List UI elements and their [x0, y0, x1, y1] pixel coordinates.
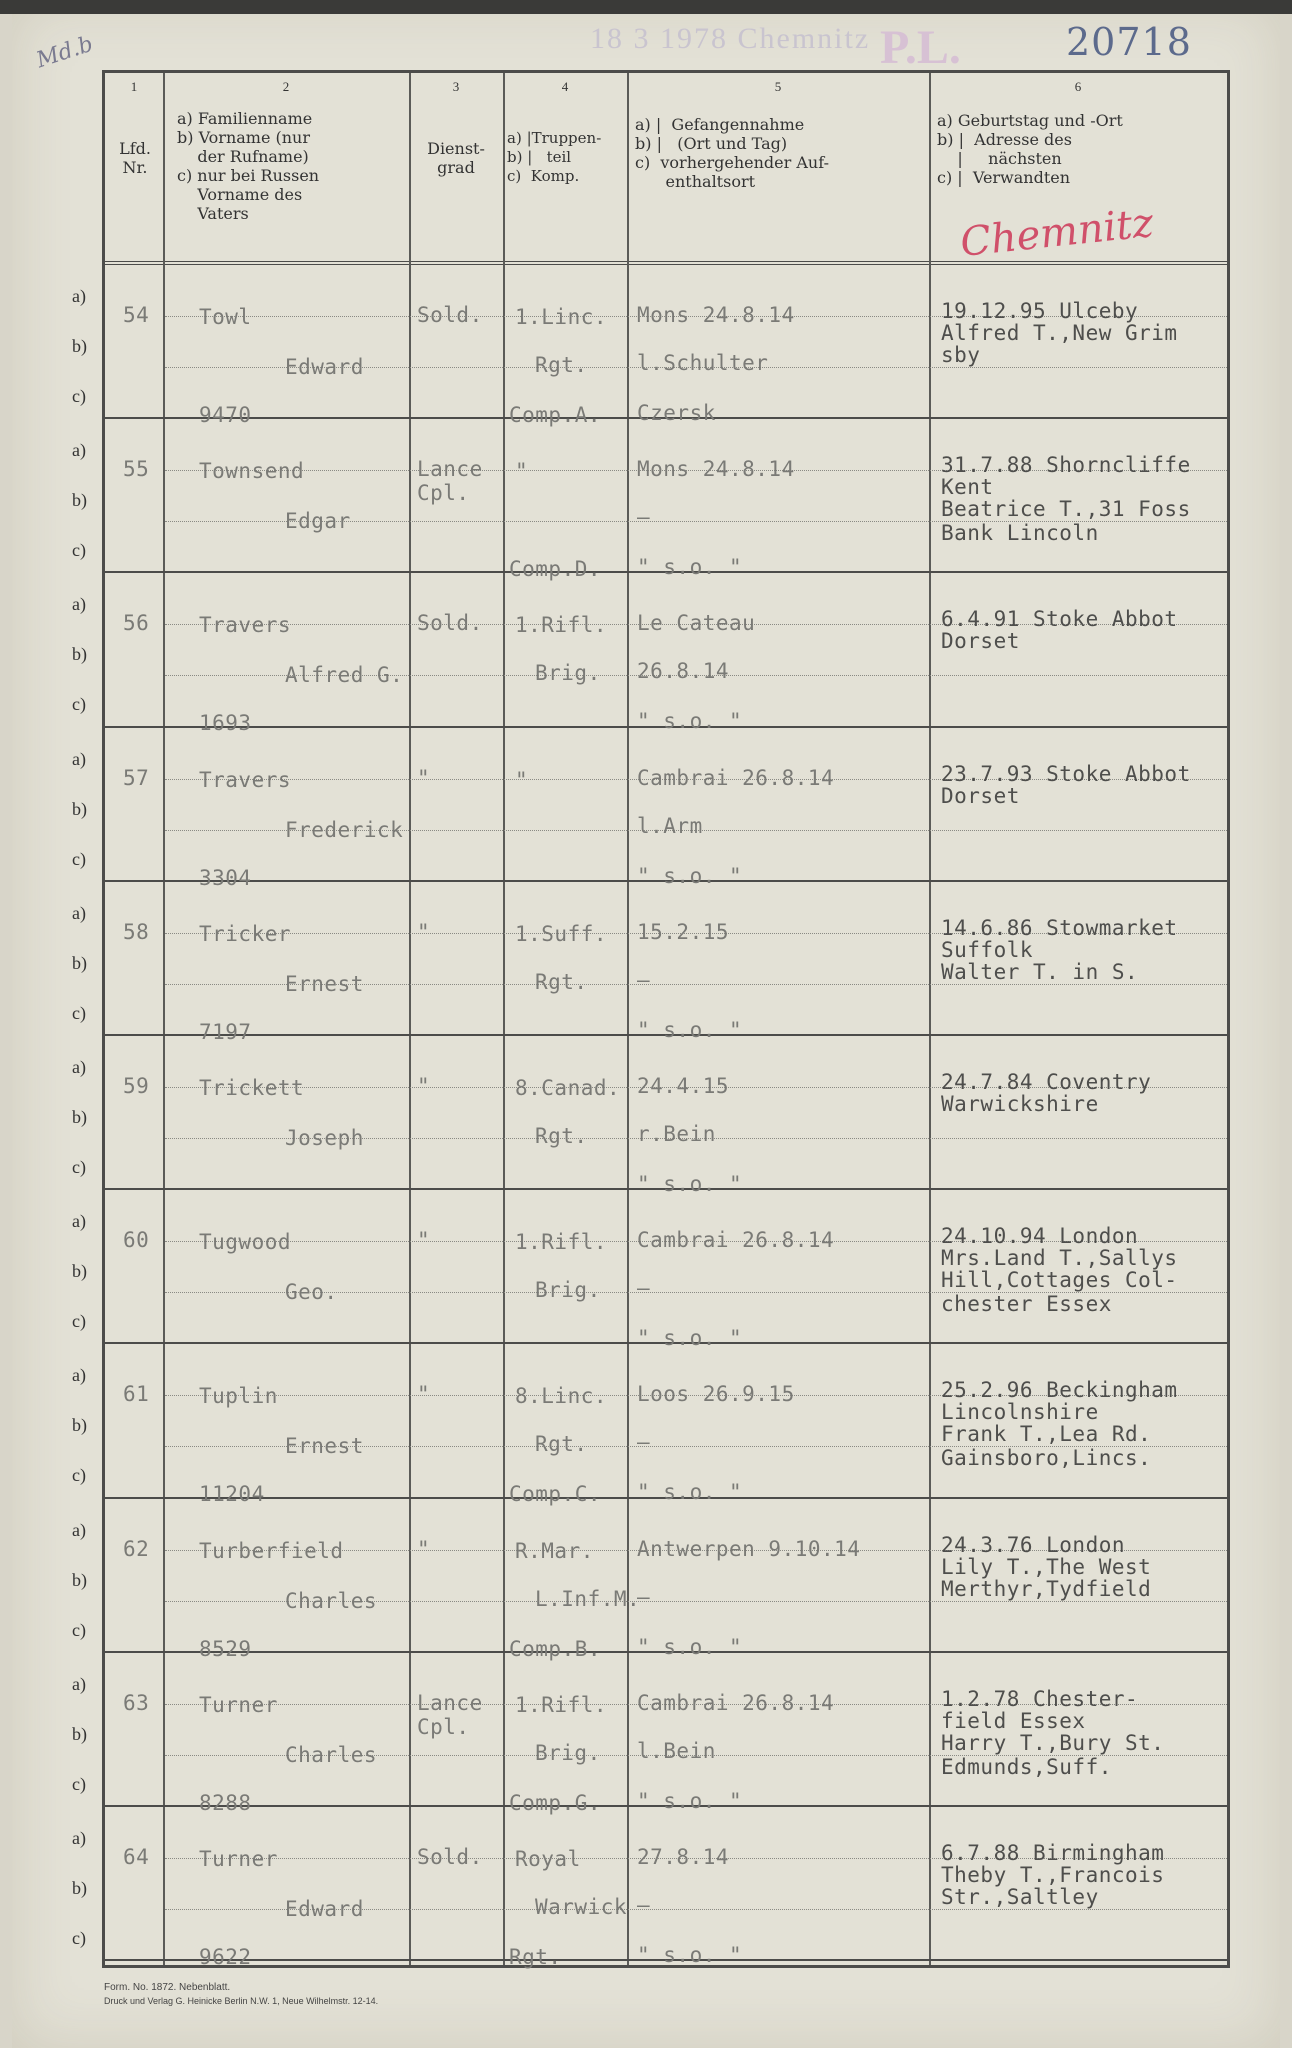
row-marker-a: a) [72, 748, 86, 769]
cell-c2: 9622 [199, 1945, 252, 1969]
cell-nr: 60 [123, 1228, 150, 1253]
row-marker-c: c) [72, 694, 86, 715]
table-row [105, 882, 1227, 1044]
row-marker-a: a) [72, 1211, 86, 1232]
row-marker-b: b) [72, 1107, 87, 1127]
table-row [105, 1807, 1227, 1969]
cell-c2: 1693 [199, 711, 252, 736]
row-marker-b: b) [72, 952, 87, 973]
cell-g1: Cambrai 26.8.14 [637, 1690, 835, 1715]
row-marker-a: a) [72, 1519, 86, 1540]
row-marker-b: b) [72, 1415, 87, 1436]
cell-g1: Le Cateau [637, 611, 756, 636]
cell-name: Turner [199, 1847, 278, 1871]
row-marker-c: c) [72, 1773, 86, 1794]
cell-g2: l.Arm [637, 813, 703, 838]
col-number-4: 4 [561, 79, 569, 94]
document-number: 20718 [1066, 20, 1192, 64]
cell-t3: Comp.C. [509, 1482, 602, 1507]
cell-vorname: Charles [285, 1742, 378, 1767]
cell-t2: Warwick [535, 1895, 628, 1919]
cell-t1: Royal [515, 1847, 581, 1871]
cell-g3: " s.o. " [637, 1634, 743, 1659]
row-marker-c: c) [72, 1465, 86, 1486]
cell-nr: 59 [123, 1074, 150, 1098]
cell-b2: Dorset [941, 783, 1020, 808]
cell-g3: " s.o. " [637, 1172, 743, 1196]
faint-date-stamp: 18 3 1978 Chemnitz [590, 22, 871, 55]
cell-name: Trickett [199, 1076, 305, 1100]
row-marker-b: b) [72, 1569, 87, 1590]
cell-t2: Rgt. [535, 353, 588, 377]
cell-t1: 8.Linc. [515, 1384, 608, 1409]
cell-b3: Hill,Cottages Col- chester Essex [941, 1268, 1178, 1317]
cell-grad: " [417, 1074, 431, 1098]
cell-vorname: Edward [285, 355, 364, 379]
row-marker-a: a) [72, 1365, 86, 1386]
cell-g1: 15.2.15 [637, 919, 730, 944]
cell-b2: field Essex [941, 1708, 1086, 1733]
cell-t1: R.Mar. [515, 1538, 594, 1563]
cell-vorname: Geo. [285, 1280, 338, 1305]
cell-g1: Mons 24.8.14 [637, 303, 795, 327]
cell-grad: Lance Cpl. [417, 1690, 483, 1739]
cell-g1: 24.4.15 [637, 1074, 730, 1098]
cell-vorname: Edward [285, 1897, 364, 1921]
cell-vorname: Ernest [285, 971, 364, 996]
cell-t1: 1.Rifl. [515, 1230, 608, 1255]
cell-grad: Sold. [417, 303, 483, 327]
cell-b1: 24.10.94 London [941, 1224, 1139, 1249]
form-number: Form. No. 1872. Nebenblatt. [104, 1982, 231, 1993]
cell-g1: Cambrai 26.8.14 [637, 765, 835, 790]
cell-g2: 26.8.14 [637, 659, 730, 684]
row-marker-a: a) [72, 1057, 86, 1077]
row-marker-a: a) [72, 286, 86, 306]
cell-t3: Comp.D. [509, 557, 602, 582]
cell-grad: " [417, 765, 431, 790]
row-marker-c: c) [72, 848, 86, 869]
table-row [105, 1499, 1227, 1661]
row-marker-b: b) [72, 1261, 87, 1282]
header-dienstgrad: Dienst- grad [427, 139, 485, 177]
cell-nr: 55 [123, 457, 150, 482]
cell-c2: 9470 [199, 403, 252, 427]
table-row [105, 1036, 1227, 1196]
cell-g2: – [637, 1430, 651, 1455]
cell-g2: – [637, 1893, 651, 1917]
header-lfd-nr: Lfd. Nr. [119, 139, 151, 177]
cell-c2: 11204 [199, 1482, 265, 1507]
cell-g1: Loos 26.9.15 [637, 1382, 795, 1407]
row-marker-c: c) [72, 1311, 86, 1332]
cell-g3: " s.o. " [637, 1788, 743, 1813]
cell-name: Townsend [199, 459, 305, 484]
col-number-1: 1 [130, 79, 138, 94]
table-row [105, 1190, 1227, 1351]
cell-c2: 8288 [199, 1790, 252, 1815]
cell-grad: Lance Cpl. [417, 457, 483, 506]
cell-name: Travers [199, 767, 292, 792]
row-marker-c: c) [72, 1002, 86, 1023]
cell-t2: Rgt. [535, 969, 588, 994]
cell-name: Tuplin [199, 1384, 278, 1409]
cell-b1: 19.12.95 Ulceby [941, 299, 1139, 323]
row-marker-a: a) [72, 594, 86, 615]
cell-name: Turberfield [199, 1538, 344, 1563]
cell-t3: Comp.B. [509, 1636, 602, 1661]
cell-g2: – [637, 1276, 651, 1301]
cell-t3: Comp.A. [509, 403, 602, 427]
table-row [105, 265, 1227, 427]
cell-nr: 56 [123, 611, 150, 636]
cell-vorname: Joseph [285, 1126, 364, 1150]
cell-g3: " s.o. " [637, 1943, 743, 1967]
cell-b1: 31.7.88 Shorncliffe [941, 453, 1191, 478]
cell-g2: – [637, 505, 651, 530]
col-number-2: 2 [282, 79, 290, 94]
cell-nr: 58 [123, 919, 150, 944]
cell-b2: Lily T.,The West [941, 1554, 1152, 1579]
cell-name: Tugwood [199, 1230, 292, 1255]
header-gefangennahme: a) | Gefangennahme b) | (Ort und Tag) c) vorhergehender Auf- enthaltsort [635, 115, 829, 191]
cell-t1: " [515, 459, 529, 484]
col-number-5: 5 [774, 79, 782, 94]
cell-b2: Lincolnshire [941, 1400, 1099, 1425]
cell-b3: sby [941, 343, 981, 367]
cell-b3: Merthyr,Tydfield [941, 1576, 1152, 1601]
row-marker-b: b) [72, 336, 87, 356]
row-marker-a: a) [72, 440, 86, 461]
cell-b2: Warwickshire [941, 1092, 1099, 1116]
cell-g3: " s.o. " [637, 555, 743, 580]
cell-t2: Brig. [535, 661, 601, 686]
cell-g3: " s.o. " [637, 709, 743, 734]
cell-nr: 57 [123, 765, 150, 790]
cell-vorname: Alfred G. [285, 663, 404, 688]
row-marker-c: c) [72, 540, 86, 561]
cell-b1: 24.7.84 Coventry [941, 1070, 1152, 1094]
col-number-6: 6 [1074, 79, 1082, 94]
cell-g2: – [637, 967, 651, 992]
cell-g1: Antwerpen 9.10.14 [637, 1536, 861, 1561]
cell-t2: Rgt. [535, 1432, 588, 1457]
cell-b1: 25.2.96 Beckingham [941, 1378, 1178, 1403]
cell-b1: 6.4.91 Stoke Abbot [941, 607, 1178, 632]
cell-b1: 1.2.78 Chester- [941, 1686, 1139, 1711]
scanner-edge [0, 0, 1292, 14]
cell-grad: " [417, 1228, 431, 1253]
cell-g1: Cambrai 26.8.14 [637, 1228, 835, 1253]
row-marker-b: b) [72, 1878, 87, 1898]
cell-b3: Beatrice T.,31 Foss Bank Lincoln [941, 497, 1191, 546]
cell-b3: Frank T.,Lea Rd. Gainsboro,Lincs. [941, 1422, 1152, 1471]
row-marker-c: c) [72, 1619, 86, 1640]
cell-t1: 1.Linc. [515, 305, 608, 329]
cell-t2: Brig. [535, 1278, 601, 1303]
table-row [105, 1653, 1227, 1815]
cell-grad: " [417, 919, 431, 944]
cell-grad: Sold. [417, 611, 483, 636]
cell-nr: 63 [123, 1690, 150, 1715]
table-row [105, 419, 1227, 582]
cell-vorname: Charles [285, 1588, 378, 1613]
cell-b1: 23.7.93 Stoke Abbot [941, 761, 1191, 786]
row-marker-b: b) [72, 798, 87, 819]
cell-g1: 27.8.14 [637, 1845, 730, 1869]
pl-stamp: P.L. [880, 21, 961, 74]
row-marker-c: c) [72, 386, 86, 406]
cell-g1: Mons 24.8.14 [637, 457, 795, 482]
cell-c2: 7197 [199, 1019, 252, 1044]
cell-vorname: Ernest [285, 1434, 364, 1459]
cell-t2: Rgt. [535, 1124, 588, 1148]
cell-c2: 3304 [199, 865, 252, 890]
cell-b3: Harry T.,Bury St. Edmunds,Suff. [941, 1730, 1165, 1779]
chemnitz-red-stamp: Chemnitz [958, 200, 1156, 266]
row-marker-b: b) [72, 1723, 87, 1744]
row-marker-a: a) [72, 902, 86, 923]
cell-t1: 1.Suff. [515, 921, 608, 946]
cell-grad: " [417, 1382, 431, 1407]
cell-b2: Dorset [941, 629, 1020, 654]
cell-name: Travers [199, 613, 292, 638]
table-row [105, 1344, 1227, 1507]
cell-vorname: Frederick [285, 817, 404, 842]
cell-g3: Czersk [637, 401, 716, 425]
prisoner-register-table [102, 70, 1230, 1968]
cell-b1: 14.6.86 Stowmarket [941, 915, 1178, 940]
cell-g3: " s.o. " [637, 1017, 743, 1042]
cell-vorname: Edgar [285, 509, 351, 534]
cell-nr: 54 [123, 303, 150, 327]
pencil-annotation: Md.b [33, 31, 97, 74]
header-truppenteil: a) |Truppen- b) | teil c) Komp. [507, 129, 602, 185]
cell-g2: l.Schulter [637, 351, 769, 375]
cell-b1: 24.3.76 London [941, 1532, 1126, 1557]
cell-t1: " [515, 767, 529, 792]
cell-nr: 62 [123, 1536, 150, 1561]
cell-nr: 61 [123, 1382, 150, 1407]
cell-g2: r.Bein [637, 1122, 716, 1146]
cell-g2: l.Bein [637, 1738, 716, 1763]
row-marker-a: a) [72, 1828, 86, 1848]
cell-g2: – [637, 1584, 651, 1609]
row-marker-a: a) [72, 1673, 86, 1694]
cell-g3: " s.o. " [637, 1326, 743, 1351]
cell-b3: Str.,Saltley [941, 1885, 1099, 1909]
cell-grad: " [417, 1536, 431, 1561]
cell-name: Towl [199, 305, 252, 329]
table-row [105, 728, 1227, 890]
table-row [105, 573, 1227, 736]
cell-t2: Brig. [535, 1740, 601, 1765]
cell-nr: 64 [123, 1845, 150, 1869]
cell-t3: Comp.G. [509, 1790, 602, 1815]
printer-imprint: Druck und Verlag G. Heinicke Berlin N.W. 1, Neue Wilhelmstr. 12-14. [104, 1996, 379, 2006]
cell-grad: Sold. [417, 1845, 483, 1869]
cell-t3: Rgt. [509, 1945, 562, 1969]
cell-b2: Theby T.,Francois [941, 1863, 1165, 1887]
cell-t1: 1.Rifl. [515, 613, 608, 638]
row-marker-c: c) [72, 1157, 86, 1177]
cell-b2: Kent [941, 475, 994, 500]
cell-name: Tricker [199, 921, 292, 946]
col-number-3: 3 [452, 79, 460, 94]
cell-b2: Mrs.Land T.,Sallys [941, 1246, 1178, 1271]
cell-name: Turner [199, 1692, 278, 1717]
cell-b1: 6.7.88 Birmingham [941, 1841, 1165, 1865]
cell-t1: 8.Canad. [515, 1076, 621, 1100]
cell-g3: " s.o. " [637, 1480, 743, 1505]
cell-b3: Walter T. in S. [941, 959, 1139, 984]
cell-t2: L.Inf.M. [535, 1586, 641, 1611]
cell-c2: 8529 [199, 1636, 252, 1661]
row-marker-b: b) [72, 490, 87, 511]
cell-b2: Alfred T.,New Grim [941, 321, 1178, 345]
header-names: a) Familienname b) Vorname (nur der Rufname) c) nur bei Russen Vorname des Vaters [177, 109, 320, 223]
cell-g3: " s.o. " [637, 863, 743, 888]
row-marker-b: b) [72, 644, 87, 665]
row-marker-c: c) [72, 1928, 86, 1948]
cell-t1: 1.Rifl. [515, 1692, 608, 1717]
cell-b2: Suffolk [941, 937, 1034, 962]
header-geburtstag: a) Geburtstag und -Ort b) | Adresse des | nächsten c) | Verwandten [937, 111, 1123, 187]
